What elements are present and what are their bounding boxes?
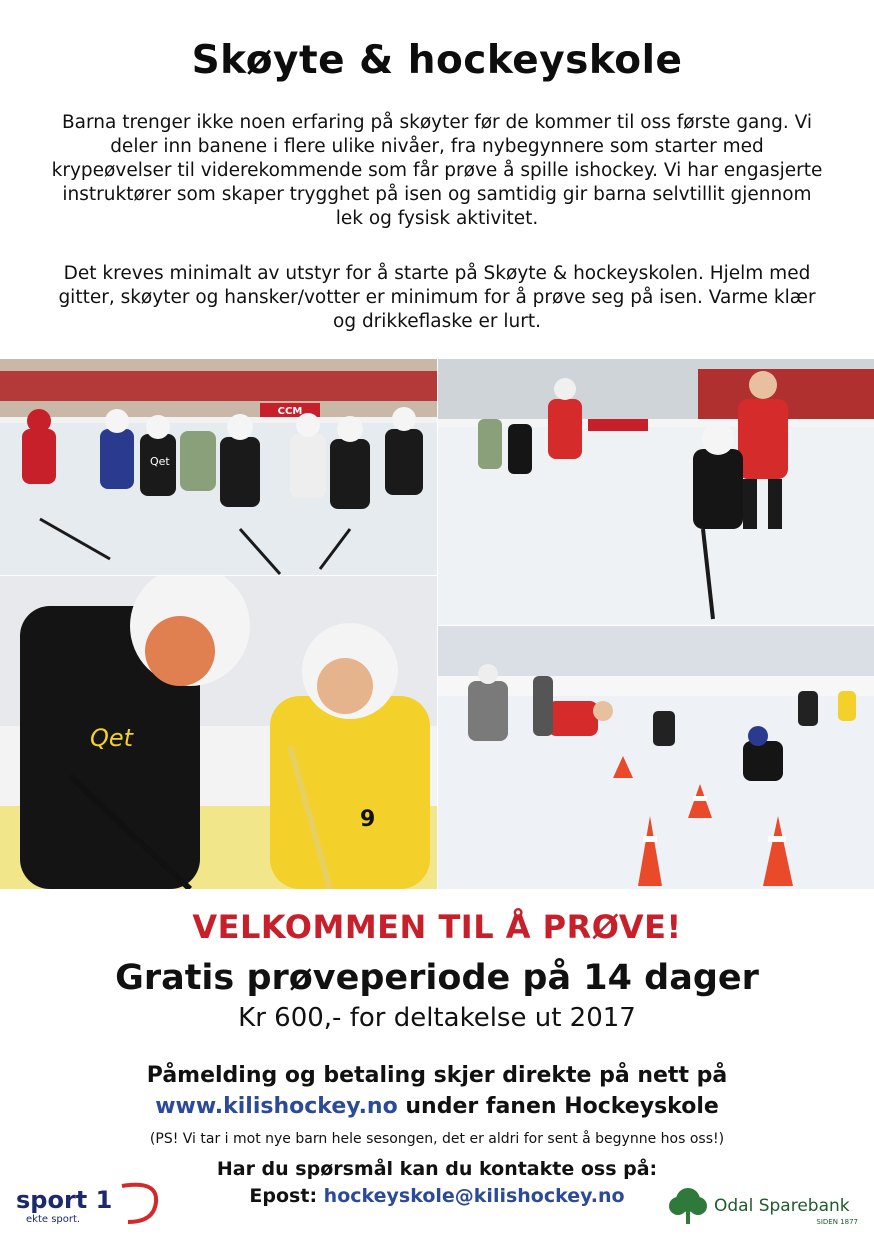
photo-training-with-cones bbox=[438, 626, 874, 889]
trial-period-heading: Gratis prøveperiode på 14 dager bbox=[115, 958, 759, 998]
sport1-logo bbox=[14, 1180, 160, 1226]
page-title: Skøyte & hockeyskole bbox=[191, 38, 683, 83]
ps-note: (PS! Vi tar i mot nye barn hele sesongen, det er aldri for sent å begynne hos oss!) bbox=[149, 1131, 725, 1147]
website-link[interactable]: www.kilishockey.no bbox=[155, 1094, 398, 1119]
jersey-number: 9 bbox=[360, 807, 376, 832]
welcome-heading: VELKOMMEN TIL Å PRØVE! bbox=[192, 908, 682, 946]
price-text: Kr 600,- for deltakelse ut 2017 bbox=[238, 1003, 636, 1033]
intro-text-2: Det kreves minimalt av utstyr for å starte på Skøyte & hockeyskolen. Hjelm med gitter, skøyter og hansker/votter er minimum for å prøve seg på isen. Varme klær og drikkeflaske er lurt. bbox=[58, 263, 816, 332]
email-label: Epost: bbox=[249, 1185, 324, 1207]
intro-text-1: Barna trenger ikke noen erfaring på skøyter før de kommer til oss første gang. Vi deler inn banene i flere ulike nivåer, fra nybegynnere som starter med krypeøvelser til viderekommende som får prøve å spille ishockey. Vi har engasjerte instruktører som skaper trygghet på isen og samtidig gir barna selvtillit gjennom lek og fysisk aktivitet. bbox=[51, 112, 823, 229]
intro-paragraph-1 bbox=[50, 111, 824, 231]
signup-line-2-rest: under fanen Hockeyskole bbox=[397, 1094, 719, 1119]
tree-icon bbox=[669, 1188, 707, 1224]
signup-line-1: Påmelding og betaling skjer direkte på nett på bbox=[146, 1063, 728, 1088]
jersey-text: Qet bbox=[150, 455, 170, 468]
contact-question: Har du spørsmål kan du kontakte oss på: bbox=[216, 1158, 658, 1180]
intro-paragraph-2 bbox=[50, 262, 824, 334]
photo-instructor-with-child bbox=[438, 359, 874, 625]
sport1-tagline: ekte sport. bbox=[26, 1214, 81, 1225]
sport1-name: sport 1 bbox=[16, 1186, 113, 1214]
svg-text:Qet: Qet bbox=[90, 724, 134, 752]
odal-tagline: SIDEN 1877 bbox=[816, 1218, 858, 1226]
odal-name: Odal Sparebank bbox=[714, 1196, 850, 1216]
board-ad-text: CCM bbox=[277, 406, 303, 417]
signup-info bbox=[0, 1060, 874, 1122]
photo-kids-on-ice bbox=[0, 359, 437, 575]
signup-line-2 bbox=[0, 1091, 874, 1122]
odal-sparebank-logo bbox=[668, 1186, 864, 1228]
email-link[interactable]: hockeyskole@kilishockey.no bbox=[323, 1185, 625, 1207]
photo-two-children-closeup bbox=[0, 576, 437, 889]
